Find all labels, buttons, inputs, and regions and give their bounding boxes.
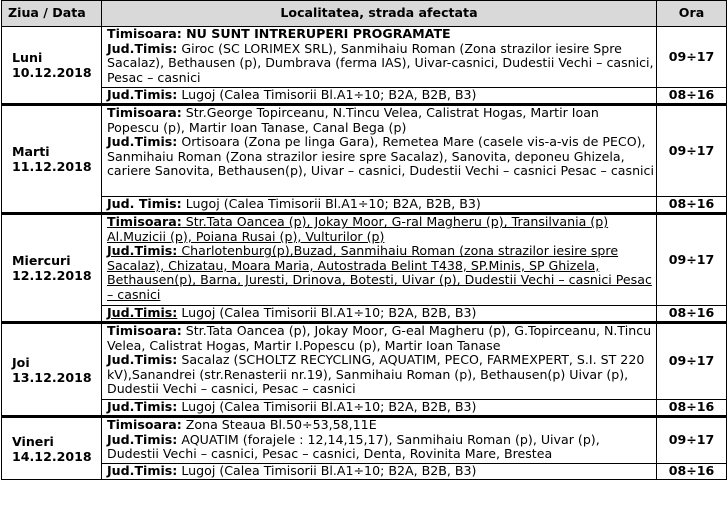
lugoj-cell [102,464,657,480]
lugoj-label: Jud.Timis: [107,305,178,320]
hour-cell: 09÷17 [657,417,727,464]
day-date: 10.12.2018 [12,65,92,80]
lugoj-hour-cell: 08÷16 [657,306,727,323]
places-cell [102,214,657,306]
county-places: Sacalaz (SCHOLTZ RECYCLING, AQUATIM, PECO, FARMEXPERT, S.I. ST 220 kV),Sanandrei (str.Renasterii nr.19), Sanmihaiu Roman (p), Bethausen(p) Uivar (p), Dudestii Vechi – casnici, Pesac – casnici [107,352,645,397]
timisoara-label: Timisoara: [107,417,182,432]
county-label: Jud.Timis: [107,243,178,259]
day-cell [2,417,102,480]
timisoara-places: NU SUNT INTRERUPERI PROGRAMATE [181,26,451,41]
day-name: Marti [12,144,50,159]
places-cell [102,323,657,400]
hour-cell: 09÷17 [657,105,727,197]
county-places: Ortisoara (Zona pe linga Gara), Remetea Mare (casele vis-a-vis de PECO), Sanmihaiu Roman (Zona strazilor iesire spre Sacalaz), Sanovita, deponeu Ghizela, cariere Sanovita, Bethausen(p), Uivar – casnici, Dudestii Vechi – casnici Pesac – casnici [107,134,654,179]
county-places: AQUATIM (forajele : 12,14,15,17), Sanmihaiu Roman (p), Uivar (p), Dudestii Vechi – casnici, Pesac – casnici, Denta, Rovinita Mare, Brestea [107,431,600,462]
county-places: Giroc (SC LORIMEX SRL), Sanmihaiu Roman (Zona strazilor iesire Spre Sacalaz), Bethausen (p), Dumbrava (ferma IAS), Uivar-casnici, Dudestii Vechi – casnici, Pesac – casnici [107,40,654,85]
day-row-vineri [2,417,727,464]
place-column-header: Localitatea, strada afectata [102,1,657,27]
lugoj-label: Jud.Timis: [107,399,178,414]
timisoara-places: Str.Tata Oancea (p), Jokay Moor, G-ral Magheru (p), Transilvania (p) Al.Muzicii (p), Poiana Rusai (p), Vulturilor (p) [107,214,609,244]
hour-cell: 09÷17 [657,214,727,306]
timisoara-label: Timisoara: [107,26,182,41]
lugoj-cell [102,88,657,105]
timisoara-places: Zona Steaua Bl.50÷53,58,11E [181,417,377,432]
lugoj-places: Lugoj (Calea Timisorii Bl.A1÷10; B2A, B2B, B3) [177,463,477,478]
day-row-marti [2,105,727,197]
lugoj-places: Lugoj (Calea Timisorii Bl.A1÷10; B2A, B2B, B3) [177,305,477,320]
day-name: Joi [12,354,30,370]
county-label: Jud.Timis: [107,134,178,150]
hour-column-header: Ora [657,1,727,27]
header-row [2,1,727,27]
lugoj-cell [102,306,657,323]
lugoj-label: Jud.Timis: [107,463,178,478]
county-places: Charlotenburg(p),Buzad, Sanmihaiu Roman (zona strazilor iesire spre Sacalaz), Chizatau, Moara Maria, Autostrada Belint T438, SP.Minis, SP Ghizela, Bethausen(p), Barna, Juresti, Drinova, Botesti, Uivar (p), Dudestii Vechi – casnici Pesac – casnici [107,243,652,302]
lugoj-label: Jud. Timis: [107,196,182,211]
lugoj-cell [102,400,657,417]
timisoara-places: Str.George Topirceanu, N.Tincu Velea, Calistrat Hogas, Martir Ioan Popescu (p), Martir Ioan Tanase, Canal Bega (p) [107,105,599,135]
lugoj-places: Lugoj (Calea Timisorii Bl.A1÷10; B2A, B2B, B3) [177,399,477,414]
day-cell [2,27,102,105]
lugoj-places: Lugoj (Calea Timisorii Bl.A1÷10; B2A, B2B, B3) [181,196,481,211]
day-date: 14.12.2018 [12,448,92,464]
day-name: Vineri [12,433,54,449]
lugoj-places: Lugoj (Calea Timisorii Bl.A1÷10; B2A, B2B, B3) [177,87,477,102]
county-label: Jud.Timis: [107,431,178,447]
county-label: Jud.Timis: [107,352,178,368]
lugoj-row-vineri [2,464,727,480]
places-cell [102,105,657,197]
day-date: 12.12.2018 [12,268,92,283]
day-cell [2,105,102,214]
day-row-joi [2,323,727,400]
day-row-luni [2,27,727,88]
lugoj-hour-cell: 08÷16 [657,197,727,214]
day-cell [2,214,102,323]
places-cell [102,417,657,464]
day-date: 11.12.2018 [12,159,92,174]
lugoj-hour-cell: 08÷16 [657,88,727,105]
lugoj-cell [102,197,657,214]
day-name: Miercuri [12,253,71,268]
day-date: 13.12.2018 [12,369,92,385]
day-column-header: Ziua / Data [2,1,102,27]
timisoara-places: Str.Tata Oancea (p), Jokay Moor, G-eal Magheru (p), G.Topirceanu, N.Tincu Velea, Calistrat Hogas, Martir I.Popescu (p), Martir Ioan Tanase [107,323,652,353]
lugoj-row-joi [2,400,727,417]
day-row-miercuri [2,214,727,306]
county-label: Jud.Timis: [107,40,178,56]
timisoara-label: Timisoara: [107,323,182,338]
timisoara-label: Timisoara: [107,214,182,229]
lugoj-hour-cell: 08÷16 [657,400,727,417]
hour-cell: 09÷17 [657,27,727,88]
lugoj-row-marti [2,197,727,214]
day-name: Luni [12,50,43,65]
lugoj-row-luni [2,88,727,105]
lugoj-row-miercuri [2,306,727,323]
lugoj-hour-cell: 08÷16 [657,464,727,480]
lugoj-label: Jud.Timis: [107,87,178,102]
outage-schedule-table [1,0,727,480]
day-cell [2,323,102,417]
hour-cell: 09÷17 [657,323,727,400]
timisoara-label: Timisoara: [107,105,182,120]
places-cell [102,27,657,88]
